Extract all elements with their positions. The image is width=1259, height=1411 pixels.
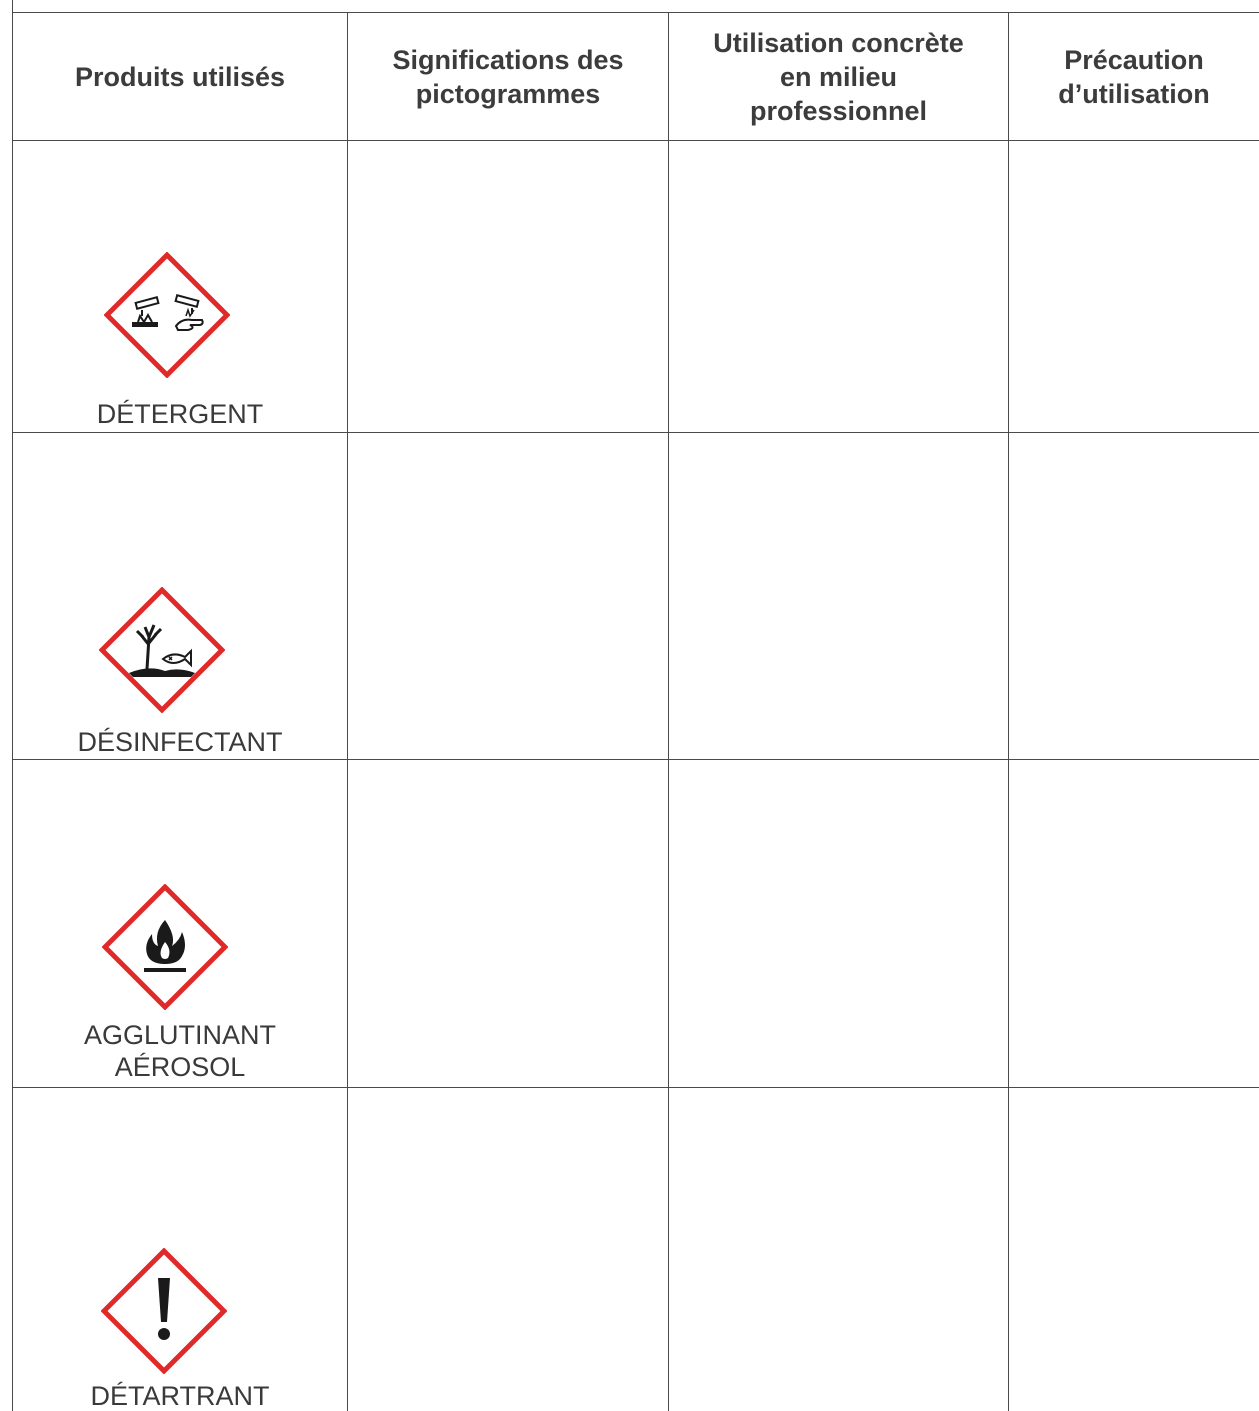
exclamation-mark-pictogram-icon: [101, 1248, 227, 1374]
header-precautions: Précaution d’utilisation: [1058, 44, 1210, 109]
meaning-cell[interactable]: [348, 760, 668, 1087]
header-products: Produits utilisés: [74, 61, 286, 92]
precaution-cell[interactable]: [1009, 760, 1259, 1087]
meaning-cell[interactable]: [348, 433, 668, 759]
corrosive-pictogram-icon: [104, 252, 230, 378]
usage-cell[interactable]: [669, 433, 1008, 759]
usage-cell[interactable]: [669, 1088, 1008, 1411]
header-pictogram-meanings: Significations des pictogrammes: [392, 44, 624, 109]
environment-hazard-pictogram-icon: [99, 587, 225, 713]
header-professional-use: Utilisation concrète en milieu professionnel: [713, 27, 964, 126]
meaning-cell[interactable]: [348, 1088, 668, 1411]
table-left-border: [12, 0, 13, 1411]
precaution-cell[interactable]: [1009, 141, 1259, 432]
meaning-cell[interactable]: [348, 141, 668, 432]
usage-cell[interactable]: [669, 141, 1008, 432]
product-name: DÉTERGENT: [96, 399, 264, 429]
precaution-cell[interactable]: [1009, 433, 1259, 759]
precaution-cell[interactable]: [1009, 1088, 1259, 1411]
product-name: AGGLUTINANT AÉROSOL: [83, 1020, 277, 1082]
usage-cell[interactable]: [669, 760, 1008, 1087]
product-name: DÉSINFECTANT: [77, 727, 283, 757]
flammable-pictogram-icon: [102, 884, 228, 1010]
product-name: DÉTARTRANT: [90, 1381, 270, 1411]
